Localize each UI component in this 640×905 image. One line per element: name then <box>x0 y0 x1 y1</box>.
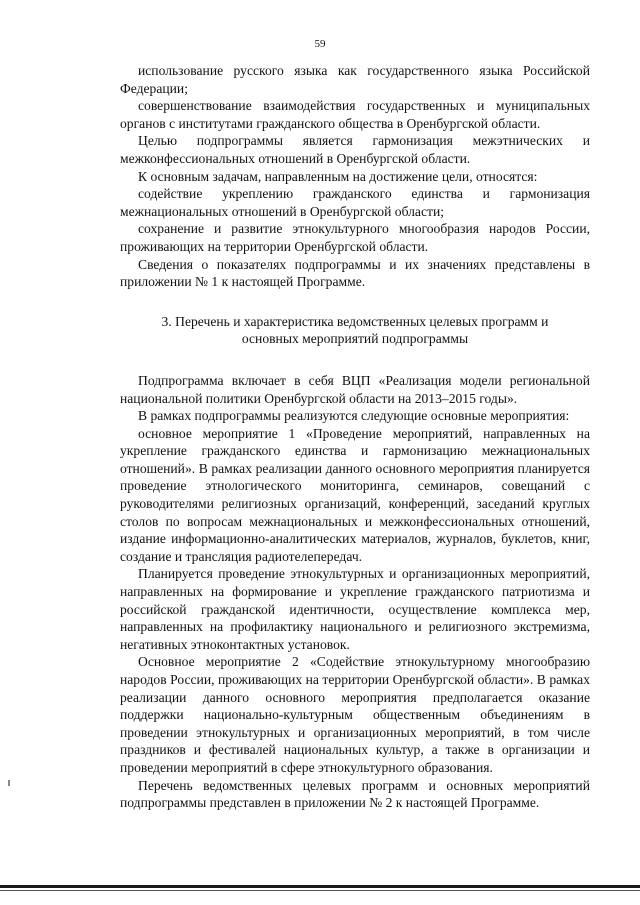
paragraph: Подпрограмма включает в себя ВЦП «Реализация модели региональной национальной политики Оренбургской области на 2013–2015 годы». <box>120 372 590 406</box>
paragraph: В рамках подпрограммы реализуются следующие основные мероприятия: <box>138 408 570 424</box>
paragraph: сохранение и развитие этнокультурного многообразия народов России, проживающих на территории Оренбургской области. <box>120 221 590 254</box>
page-number: 59 <box>314 38 326 50</box>
footer-rule-thin <box>0 890 640 891</box>
document-body <box>120 62 590 812</box>
paragraph: совершенствование взаимодействия государственных и муниципальных органов с институтами гражданского общества в Оренбургской области. <box>120 98 590 131</box>
paragraph: Планируется проведение этнокультурных и организационных мероприятий, направленных на формирование и укрепление гражданского патриотизма и российской гражданской идентичности, осуществление комплекса мер, направленных на профилактику национального и религиозного экстремизма, негативных этноконтактных установок. <box>120 566 590 652</box>
paragraph: Целью подпрограммы является гармонизация межэтнических и межконфессиональных отношений в Оренбургской области. <box>120 133 590 166</box>
footer-rule <box>0 885 640 888</box>
paragraph: Основное мероприятие 2 «Содействие этнокультурному многообразию народов России, проживающих на территории Оренбургской области». В рамках реализации данного основного мероприятия предполагается оказание поддержки национально-культурным общественным объединениям в проведении этнокультурных и организационных мероприятий, в том числе праздников и фестивалей национальных культур, а также в организации и проведении мероприятий в сфере этнокультурного образования. <box>120 654 590 775</box>
paragraph: Сведения о показателях подпрограммы и их значениях представлены в приложении № 1 к настоящей Программе. <box>120 256 590 290</box>
paragraph: использование русского языка как государственного языка Российской Федерации; <box>120 63 590 96</box>
paragraph: К основным задачам, направленным на достижение цели, относятся: <box>138 168 538 184</box>
section-heading: 3. Перечень и характеристика ведомственных целевых программ и основных мероприятий подпрограммы <box>161 313 549 347</box>
paragraph: Перечень ведомственных целевых программ и основных мероприятий подпрограммы представлен в приложении № 2 к настоящей Программе. <box>120 777 590 811</box>
scan-artifact <box>8 780 10 786</box>
paragraph: основное мероприятие 1 «Проведение мероприятий, направленных на укрепление гражданского единства и гармонизацию межнациональных отношений». В рамках реализации данного основного мероприятия планируется проведение этнологического мониторинга, семинаров, совещаний с руководителями религиозных организаций, конференций, заседаний круглых столов по вопросам межнациональных и межконфессиональных отношений, издание информационно-аналитических материалов, журналов, буклетов, книг, создание и трансляция радиотелепередач. <box>120 425 590 564</box>
paragraph: содействие укреплению гражданского единства и гармонизация межнациональных отношений в Оренбургской области; <box>120 186 590 219</box>
